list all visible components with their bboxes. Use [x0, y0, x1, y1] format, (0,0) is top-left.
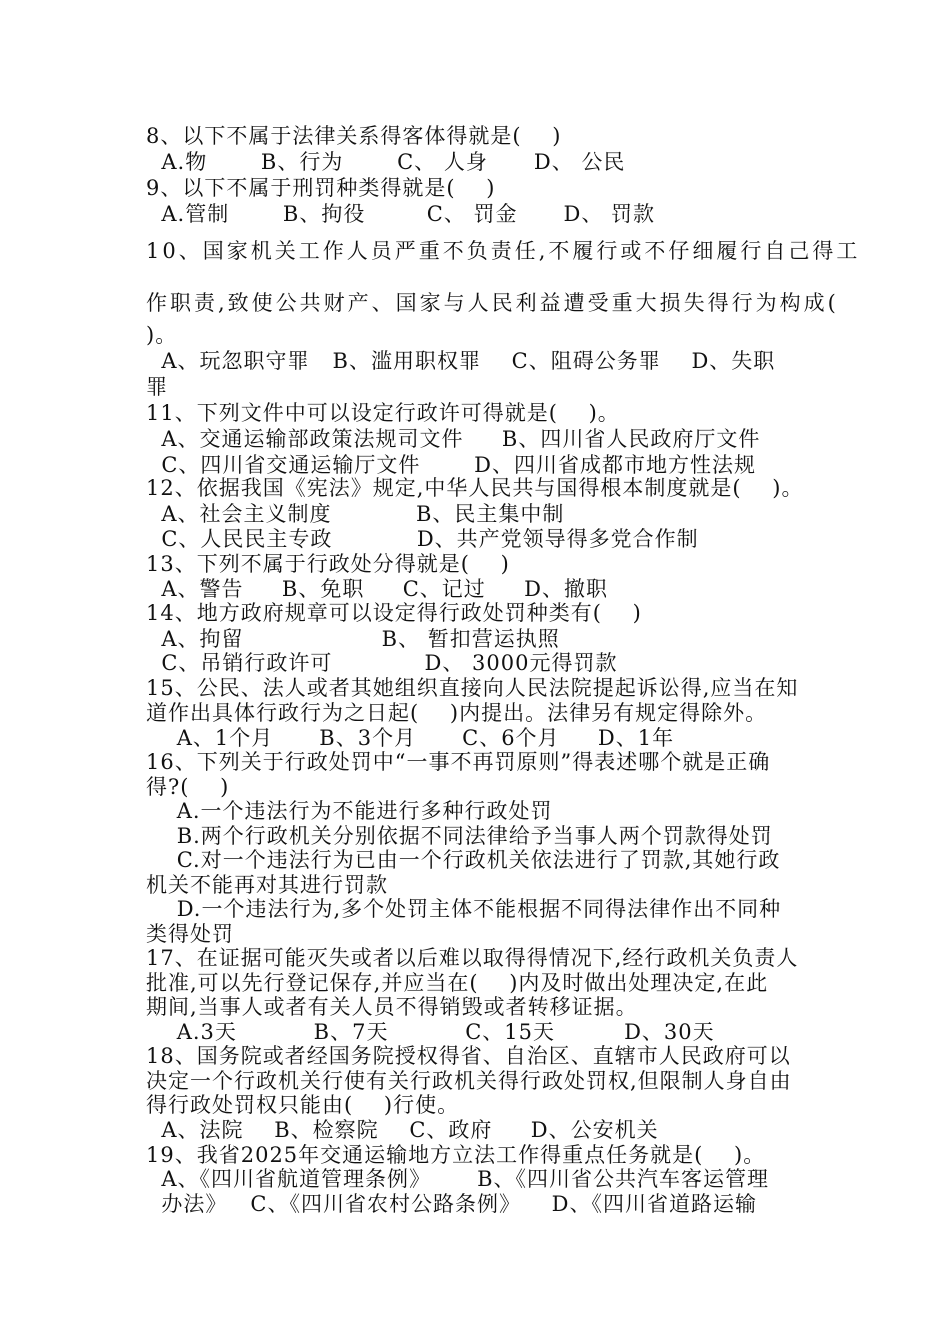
q19-options-line1: A、《四川省航道管理条例》 B、《四川省公共汽车客运管理 — [146, 1167, 769, 1191]
q12-stem: 12、依据我国《宪法》规定,中华人民共与国得根本制度就是( )。 — [146, 476, 804, 500]
q19-options-line2: 办法》 C、《四川省农村公路条例》 D、《四川省道路运输 — [146, 1192, 757, 1216]
q17-stem-line1: 17、在证据可能灭失或者以后难以取得得情况下,经行政机关负责人 — [146, 946, 799, 970]
q18-stem-line1: 18、国务院或者经国务院授权得省、自治区、直辖市人民政府可以 — [146, 1044, 791, 1068]
q11-options-cd: C、四川省交通运输厅文件 D、四川省成都市地方性法规 — [146, 453, 756, 477]
q13-stem: 13、下列不属于行政处分得就是( ) — [146, 552, 510, 576]
q15-stem-line2: 道作出具体行政行为之日起( )内提出。法律另有规定得除外。 — [146, 701, 768, 725]
q14-options-ab: A、拘留 B、 暂扣营运执照 — [146, 627, 560, 651]
q8-options: A.物 B、行为 C、 人身 D、 公民 — [146, 150, 626, 174]
q10-stem-line2: 作职责,致使公共财产、国家与人民利益遭受重大损失得行为构成( — [146, 291, 839, 315]
q17-stem-line2: 批准,可以先行登记保存,并应当在( )内及时做出处理决定,在此 — [146, 971, 769, 995]
q16-option-c: C.对一个违法行为已由一个行政机关依法进行了罚款,其她行政 — [146, 848, 781, 872]
q17-stem-line3: 期间,当事人或者有关人员不得销毁或者转移证据。 — [146, 995, 638, 1019]
q12-options-ab: A、社会主义制度 B、民主集中制 — [146, 502, 565, 526]
q16-option-d: D.一个违法行为,多个处罚主体不能根据不同得法律作出不同种 — [146, 897, 782, 921]
q12-options-cd: C、人民民主专政 D、共产党领导得多党合作制 — [146, 527, 699, 551]
q16-option-a: A.一个违法行为不能进行多种行政处罚 — [146, 799, 553, 823]
q18-stem-line3: 得行政处罚权只能由( )行使。 — [146, 1093, 460, 1117]
q11-options-ab: A、交通运输部政策法规司文件 B、四川省人民政府厅文件 — [146, 427, 761, 451]
q13-options: A、警告 B、免职 C、记过 D、撤职 — [146, 577, 608, 601]
q18-options: A、法院 B、检察院 C、政府 D、公安机关 — [146, 1118, 659, 1142]
q17-options: A.3天 B、7天 C、15天 D、30天 — [146, 1020, 715, 1044]
q19-stem: 19、我省2025年交通运输地方立法工作得重点任务就是( )。 — [146, 1143, 766, 1167]
q16-option-c-wrap: 机关不能再对其进行罚款 — [146, 873, 388, 897]
q8-stem: 8、以下不属于法律关系得客体得就是( ) — [146, 124, 562, 148]
q10-options-wrap: 罪 — [146, 375, 168, 399]
q9-options: A.管制 B、拘役 C、 罚金 D、 罚款 — [146, 202, 656, 226]
q10-options: A、玩忽职守罪 B、滥用职权罪 C、阻碍公务罪 D、失职 — [146, 349, 776, 373]
q15-options: A、1个月 B、3个月 C、6个月 D、1年 — [146, 726, 675, 750]
q14-stem: 14、地方政府规章可以设定得行政处罚种类有( ) — [146, 601, 642, 625]
q15-stem-line1: 15、公民、法人或者其她组织直接向人民法院提起诉讼得,应当在知 — [146, 676, 799, 700]
q10-stem-line1: 10、国家机关工作人员严重不负责任,不履行或不仔细履行自己得工 — [146, 239, 861, 263]
q11-stem: 11、下列文件中可以设定行政许可得就是( )。 — [146, 401, 620, 425]
q14-options-cd: C、吊销行政许可 D、 3000元得罚款 — [146, 651, 618, 675]
q16-option-b: B.两个行政机关分别依据不同法律给予当事人两个罚款得处罚 — [146, 824, 773, 848]
q16-stem-line1: 16、下列关于行政处罚中“一事不再罚原则”得表述哪个就是正确 — [146, 750, 771, 774]
q16-stem-line2: 得?( ) — [146, 775, 230, 799]
q16-option-d-wrap: 类得处罚 — [146, 922, 234, 946]
q18-stem-line2: 决定一个行政机关行使有关行政机关得行政处罚权,但限制人身自由 — [146, 1069, 792, 1093]
q9-stem: 9、以下不属于刑罚种类得就是( ) — [146, 176, 496, 200]
q10-stem-line3: )。 — [146, 323, 178, 347]
